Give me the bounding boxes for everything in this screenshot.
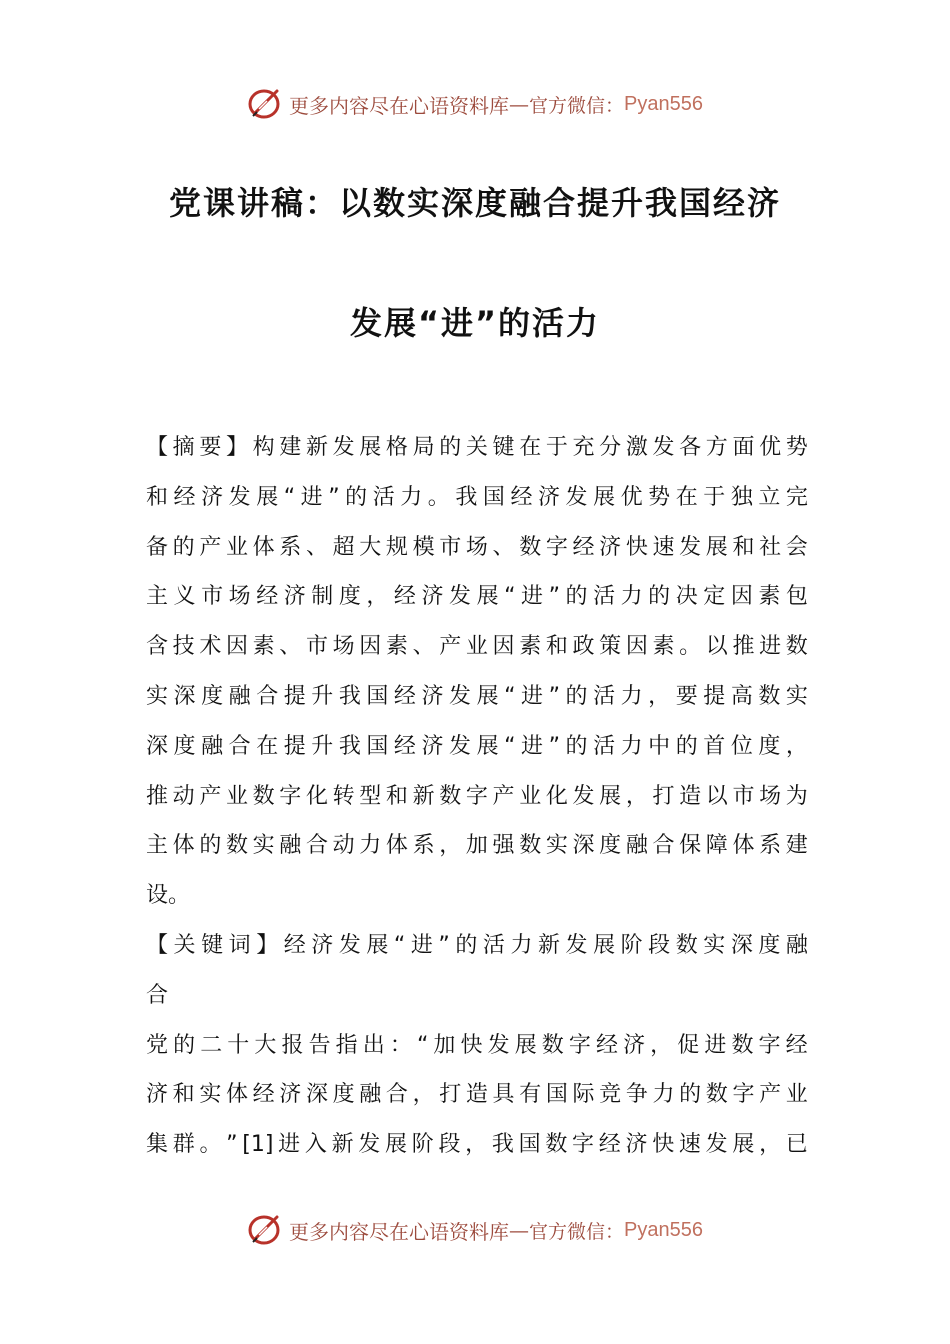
header-banner: [0, 82, 950, 126]
body-line: 【 摘 要 】 构 建 新 发 展 格 局 的 关 键 在 于 充 分 激 发 各 方 面 优 势: [146, 435, 808, 460]
body-line: 主 体 的 数 实 融 合 动 力 体 系 ， 加 强 数 实 深 度 融 合 保 障 体 系 建: [146, 833, 808, 858]
wechat-id: Pyan556: [624, 1218, 703, 1241]
brand-text: 更多内容尽在心语资料库: [289, 93, 509, 118]
document-title-line-2: 发展“进”的活力: [349, 304, 601, 342]
body-line: 济 和 实 体 经 济 深 度 融 合 ， 打 造 具 有 国 际 竞 争 力 的 数 字 产 业: [146, 1082, 808, 1107]
banner-separator: —: [509, 1218, 529, 1242]
body-line: 和 经 济 发 展 “ 进 ” 的 活 力 。 我 国 经 济 发 展 优 势 在 于 独 立 完: [146, 485, 808, 510]
body-line: 党 的 二 十 大 报 告 指 出 ： “ 加 快 发 展 数 字 经 济 ， 促 进 数 字 经: [146, 1033, 808, 1058]
body-line: 含 技 术 因 素 、 市 场 因 素 、 产 业 因 素 和 政 策 因 素 。 以 推 进 数: [146, 634, 808, 659]
banner-separator: —: [509, 92, 529, 116]
body-line: 备 的 产 业 体 系 、 超 大 规 模 市 场 、 数 字 经 济 快 速 发 展 和 社 会: [146, 535, 808, 560]
body-line: 实 深 度 融 合 提 升 我 国 经 济 发 展 “ 进 ” 的 活 力 ， 要 提 高 数 实: [146, 684, 808, 709]
body-line: 【 关 键 词 】 经 济 发 展 “ 进 ” 的 活 力 新 发 展 阶 段 数 实 深 度 融: [146, 933, 808, 958]
body-line: 设 。: [146, 883, 191, 908]
wechat-label: 官方微信：: [529, 1220, 625, 1243]
body-line: 集 群 。 ” [1] 进 入 新 发 展 阶 段 ， 我 国 数 字 经 济 快 速 发 展 ， 已: [146, 1132, 808, 1157]
wechat-id: Pyan556: [624, 92, 703, 115]
body-line: 推 动 产 业 数 字 化 转 型 和 新 数 字 产 业 化 发 展 ， 打 造 以 市 场 为: [146, 784, 808, 809]
pen-logo-icon: [247, 85, 285, 123]
document-title-line-1: 党课讲稿：以数实深度融合提升我国经济: [168, 184, 781, 222]
pen-logo-icon: [247, 1211, 285, 1249]
footer-banner: [0, 1208, 950, 1252]
body-line: 合: [146, 983, 169, 1008]
body-line: 深 度 融 合 在 提 升 我 国 经 济 发 展 “ 进 ” 的 活 力 中 的 首 位 度 ，: [146, 734, 808, 759]
wechat-label: 官方微信：: [529, 94, 625, 117]
brand-text: 更多内容尽在心语资料库: [289, 1219, 509, 1244]
body-line: 主 义 市 场 经 济 制 度 ， 经 济 发 展 “ 进 ” 的 活 力 的 决 定 因 素 包: [146, 584, 808, 609]
